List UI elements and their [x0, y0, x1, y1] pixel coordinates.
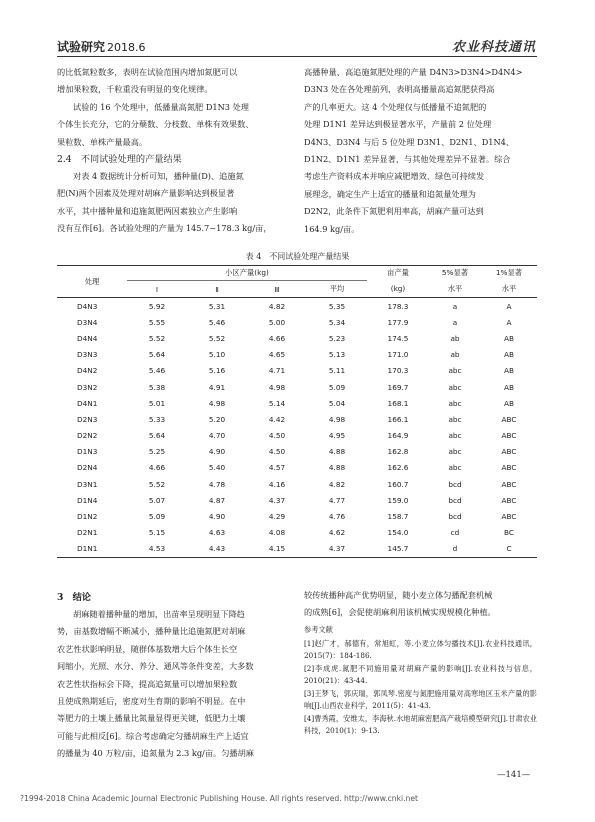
table-cell: 171.0	[387, 350, 409, 360]
table-cell: 4.29	[268, 512, 286, 522]
table-cell: 5.16	[208, 366, 226, 376]
table-cell: ABC	[501, 495, 517, 505]
table-cell: 5.11	[328, 366, 346, 376]
text-line: 没有互作[6]。各试验处理的产量为 145.7~178.3 kg/亩，	[57, 223, 272, 234]
header-rule	[57, 56, 537, 57]
table-cell: 5.46	[208, 317, 226, 327]
table-cell: 5.07	[148, 495, 166, 505]
header-rep-1: Ⅰ	[127, 281, 187, 298]
table-cell: 5.40	[208, 463, 226, 473]
table-cell: 5.33	[148, 414, 166, 424]
table-cell: 5.09	[148, 512, 166, 522]
table-cell: 4.08	[268, 528, 286, 538]
table-cell: D2N1	[77, 528, 98, 538]
journal-header	[57, 38, 146, 55]
table-row	[57, 314, 537, 330]
table-cell: abc	[448, 382, 462, 392]
table-row	[57, 444, 537, 460]
text-line: 对表 4 数据统计分析可知，播种量(D)、追施氮	[73, 171, 244, 182]
table-cell: 4.71	[268, 366, 286, 376]
table-cell: 5.46	[148, 366, 166, 376]
table-cell: 178.3	[387, 301, 409, 311]
left-column-top	[57, 64, 289, 238]
table-cell: 160.7	[387, 479, 409, 489]
table-row	[57, 347, 537, 363]
table-cell: 170.3	[387, 366, 409, 376]
table-cell: 154.0	[387, 528, 409, 538]
text-line: 处理 D1N1 差异达到极显著水平，产量前 2 位处理	[304, 119, 492, 130]
text-line: 胡麻随着播种量的增加，出苗率呈现明显下降趋	[73, 609, 245, 619]
table-cell: 4.98	[208, 398, 226, 408]
right-column-top	[304, 64, 537, 238]
table-cell: ABC	[501, 479, 517, 489]
table-cell: D2N2	[77, 431, 98, 441]
table-cell: 4.76	[328, 512, 346, 522]
header-level-1: 水平	[481, 281, 537, 298]
table-cell: abc	[448, 431, 462, 441]
table-row	[57, 476, 537, 492]
table-cell: D1N2	[77, 512, 98, 522]
table-row	[57, 363, 537, 379]
text-line: 增加果粒数，千粒重没有明显的变化规律。	[57, 84, 213, 95]
table-cell: 5.55	[148, 317, 166, 327]
table-cell: ABC	[501, 512, 517, 522]
reference-item: [1]赵广才，郝德有，常旭虹，等.小麦立体匀播技术[J].农业科技通讯，2015(7)：184-186.	[304, 638, 537, 661]
text-line: D3N3 处在各处理前列，表明高播量高追氮肥获得高	[304, 84, 495, 95]
journal-year: 2018.6	[107, 41, 146, 54]
table-cell: A	[506, 301, 512, 311]
table-cell: 5.64	[148, 350, 166, 360]
table-title: 表 4 不同试验处理产量结果	[245, 252, 350, 261]
table-cell: ABC	[501, 447, 517, 457]
table-cell: 5.64	[148, 431, 166, 441]
table-cell: 5.52	[148, 333, 166, 343]
text-line: 农艺性状影响明显，随群体基数增大后个体生长空	[57, 643, 238, 654]
table-cell: D4N1	[77, 398, 98, 408]
table-cell: abc	[448, 398, 462, 408]
table-cell: AB	[504, 366, 514, 376]
table-cell: C	[481, 541, 537, 558]
table-cell: d	[429, 541, 481, 558]
table-cell: D1N4	[77, 495, 98, 505]
table-row	[57, 395, 537, 411]
table-cell: 4.88	[328, 447, 346, 457]
text-line: 的播量为 40 万粒/亩，追氮量为 2.3 kg/亩。匀播胡麻	[57, 748, 254, 759]
table-cell: 4.90	[208, 512, 226, 522]
header-mu-yield: 亩产量	[367, 266, 429, 281]
table-cell: 4.63	[208, 528, 226, 538]
table-cell: 4.88	[328, 463, 346, 473]
table-cell: 159.0	[387, 495, 409, 505]
table-cell: ABC	[501, 463, 517, 473]
yield-table	[57, 265, 537, 558]
table-body	[57, 298, 537, 558]
text-line: 的比低氮粒数多，表明在试验范围内增加氮肥可以	[57, 67, 238, 77]
table-cell: 166.1	[387, 414, 409, 424]
reference-item: [2]李成虎.氮肥不同施用量对胡麻产量的影响[J].农业科技与信息，2010(21)：43-44.	[304, 663, 537, 686]
section-heading: 2.4 不同试验处理的产量结果	[57, 154, 182, 166]
section-heading: 3 结论	[57, 592, 91, 603]
table-cell: bcd	[448, 495, 462, 505]
table-cell: 5.00	[268, 317, 286, 327]
text-line: 展理念，确定生产上适宜的播量和追氮量处理为	[304, 188, 476, 199]
table-cell: 5.92	[148, 301, 166, 311]
table-cell: abc	[448, 366, 462, 376]
table-cell: AB	[504, 333, 514, 343]
table-row	[57, 460, 537, 476]
references-heading: 参考文献	[304, 624, 333, 634]
table-cell: 5.01	[148, 398, 166, 408]
table-cell: abc	[448, 414, 462, 424]
header-plot-yield: 小区产量(kg)	[127, 266, 367, 281]
text-line: 势，亩基数增幅不断减小，播种量比追施氮肥对胡麻	[57, 626, 246, 637]
text-line: 间缩小，光照、水分、养分、通风等条件变差，大多数	[57, 661, 254, 672]
table-cell: 4.43	[187, 541, 247, 558]
right-column-bottom	[304, 587, 537, 738]
table-cell: 5.34	[328, 317, 346, 327]
table-row	[57, 525, 537, 541]
table-cell: 4.42	[268, 414, 286, 424]
table-cell: 158.7	[387, 512, 409, 522]
page-number: —141—	[497, 770, 531, 780]
journal-name: 试验研究	[57, 40, 106, 54]
header-level-5: 水平	[429, 281, 481, 298]
header-mu-unit: (kg)	[367, 281, 429, 298]
text-line: D1N2、D1N1 差异显著，与其他处理差异不显著。综合	[304, 154, 511, 165]
table-cell: a	[452, 301, 458, 311]
journal-logo: 农业科技通讯	[452, 40, 537, 55]
table-cell: 5.10	[208, 350, 226, 360]
text-line: D2N2，此条件下氮肥利用率高，胡麻产量可达到	[304, 206, 484, 217]
table-cell: 5.52	[148, 479, 166, 489]
table-cell: 177.9	[387, 317, 409, 327]
table-cell: AB	[504, 382, 514, 392]
table-cell: AB	[504, 350, 514, 360]
table-row	[57, 298, 537, 315]
table-cell: ABC	[501, 414, 517, 424]
table-cell: D2N4	[77, 463, 98, 473]
text-line: 的成熟[6]，会促使胡麻利用该机械实现规模化种植。	[304, 607, 496, 618]
table-cell: 4.87	[208, 495, 226, 505]
text-line: 考虑生产资料成本并响应减肥增效、绿色可持续发	[304, 171, 485, 182]
table-cell: 5.31	[208, 301, 226, 311]
text-line: 产的几率更大。这 4 个处理仅与低播量不追氮肥的	[304, 101, 487, 112]
table-cell: 5.04	[328, 398, 346, 408]
table-cell: 4.50	[268, 431, 286, 441]
table-cell: 4.82	[268, 301, 286, 311]
table-cell: 4.95	[328, 431, 346, 441]
table-cell: AB	[504, 398, 514, 408]
table-cell: A	[506, 317, 512, 327]
table-cell: 5.15	[148, 528, 166, 538]
table-cell: ab	[450, 350, 460, 360]
table-cell: 5.52	[208, 333, 226, 343]
table-cell: 169.7	[387, 382, 409, 392]
table-cell: abc	[448, 463, 462, 473]
table-row	[57, 508, 537, 524]
table-cell: 4.66	[268, 333, 286, 343]
table-row	[57, 379, 537, 395]
table-cell: BC	[504, 528, 514, 538]
table-cell: 4.77	[328, 495, 346, 505]
table-cell: 4.16	[268, 479, 286, 489]
text-line: 等肥力的土壤上播量比氮量显得更关键，低肥力土壤	[57, 713, 246, 724]
text-line: D4N3、D3N4 与后 5 位处理 D3N1、D2N1、D1N4、	[304, 136, 515, 147]
table-cell: 5.20	[208, 414, 226, 424]
table-cell: 5.38	[148, 382, 166, 392]
text-line: 农艺性状指标会下降，提高追氮量可以增加果粒数	[57, 678, 238, 689]
table-row	[57, 492, 537, 508]
table-cell: bcd	[448, 512, 462, 522]
header-rep-3: Ⅲ	[247, 281, 307, 298]
text-line: 高播种量、高追施氮肥处理的产量 D4N3>D3N4>D4N4>	[304, 67, 523, 77]
table-cell: 5.14	[268, 398, 286, 408]
table-cell: a	[452, 317, 458, 327]
table-cell: 164.9	[387, 431, 409, 441]
text-line: 164.9 kg/亩。	[304, 223, 360, 234]
table-cell: 162.6	[387, 463, 409, 473]
table-cell: 4.98	[328, 414, 346, 424]
table-cell: 5.09	[328, 382, 346, 392]
reference-item: [3]王梦飞，郭庆瑞，郭凤琴.密度与氮肥施用量对高寒地区玉米产量的影响[J].山西农业科学，2011(5)：41-43.	[304, 688, 537, 711]
table-cell: 4.70	[208, 431, 226, 441]
text-line: 且使成熟期延后，密度对生育期的影响不明显。在中	[57, 696, 246, 707]
header-average: 平均	[307, 281, 367, 298]
table-cell: 145.7	[367, 541, 429, 558]
text-line: 水平，其中播种量和追施氮肥两因素独立产生影响	[57, 205, 238, 216]
text-line: 果粒数、单株产量最高。	[57, 136, 148, 147]
table-cell: 5.25	[148, 447, 166, 457]
table-cell: 4.90	[208, 447, 226, 457]
reference-item: [4]曹秀霞，安维太，李海秋.水地胡麻密肥高产栽培模型研究[J].甘肃农业科技，2010(1)：9-13.	[304, 713, 537, 736]
table-cell: 4.15	[247, 541, 307, 558]
table-cell: D4N2	[77, 366, 98, 376]
table-cell: 5.13	[328, 350, 346, 360]
table-cell: D3N2	[77, 382, 98, 392]
table-cell: 4.82	[328, 479, 346, 489]
table-cell: D3N3	[77, 350, 98, 360]
table-cell: 4.62	[328, 528, 346, 538]
table-cell: 4.37	[268, 495, 286, 505]
table-cell: ab	[450, 333, 460, 343]
table-cell: 4.53	[127, 541, 187, 558]
table-cell: 4.65	[268, 350, 286, 360]
table-cell: 4.50	[268, 447, 286, 457]
table-cell: 4.66	[148, 463, 166, 473]
text-line: 肥(N)两个因素及处理对胡麻产量影响达到极显著	[57, 188, 235, 199]
table-cell: cd	[450, 528, 460, 538]
table-cell: 162.8	[387, 447, 409, 457]
table-cell: 4.78	[208, 479, 226, 489]
table-cell: 4.98	[268, 382, 286, 392]
left-column-bottom	[57, 589, 289, 763]
header-1pct: 1%显著	[481, 266, 537, 281]
text-line: 个体生长充分，它的分蘖数、分枝数、单株有效果数、	[57, 119, 254, 130]
table-cell: 5.23	[328, 333, 346, 343]
table-row	[57, 428, 537, 444]
header-5pct: 5%显著	[429, 266, 481, 281]
text-line: 可能与此相反[6]。综合考虑确定匀播胡麻生产上适宜	[57, 730, 249, 741]
table-cell: D3N1	[77, 479, 98, 489]
table-cell: D3N4	[77, 317, 98, 327]
table-cell: D1N3	[77, 447, 98, 457]
header-treatment: 处理	[57, 266, 127, 298]
table-cell: D2N3	[77, 414, 98, 424]
table-row	[57, 541, 537, 558]
table-cell: 168.1	[387, 398, 409, 408]
table-cell: abc	[448, 447, 462, 457]
table-cell: D1N1	[57, 541, 127, 558]
table-row	[57, 330, 537, 346]
table-cell: bcd	[448, 479, 462, 489]
table-cell: D4N4	[77, 333, 98, 343]
table-cell: ABC	[501, 431, 517, 441]
text-line: 试验的 16 个处理中，低播量高氮肥 D1N3 处理	[73, 101, 249, 112]
table-cell: 174.5	[387, 333, 409, 343]
table-cell: 4.57	[268, 463, 286, 473]
copyright-footer: ?1994-2018 China Academic Journal Electronic Publishing House. All rights reserved. http://www.cnki.net	[20, 794, 419, 803]
table-cell: 4.37	[307, 541, 367, 558]
table-cell: 4.91	[208, 382, 226, 392]
table-row	[57, 411, 537, 427]
header-rep-2: Ⅱ	[187, 281, 247, 298]
table-cell: 5.35	[328, 301, 346, 311]
text-line: 较传统播种高产优势明显，随小麦立体匀播配套机械	[304, 590, 493, 600]
table-cell: D4N3	[77, 301, 98, 311]
